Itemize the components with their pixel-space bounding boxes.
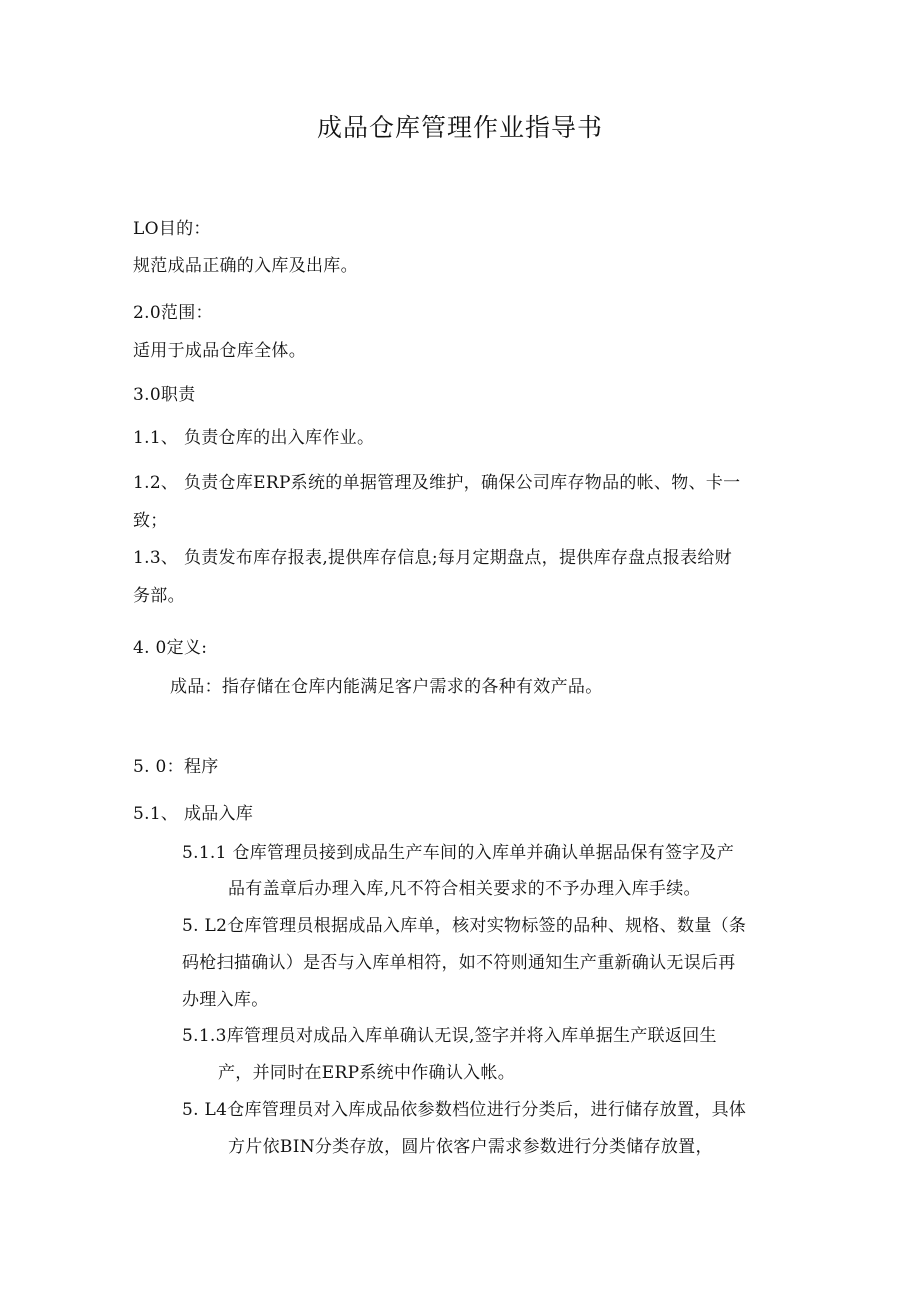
step-2-line-3: 办理入库。 [182, 990, 269, 1010]
scope-heading: 2.0范围： [133, 303, 213, 323]
step-4-line-1: 5. L4仓库管理员对入库成品依参数档位进行分类后，进行储存放置，具体 [182, 1100, 747, 1120]
step-2-line-1: 5. L2仓库管理员根据成品入库单，核对实物标签的品种、规格、数量（条 [182, 916, 747, 936]
definition-heading: 4. 0定义: [133, 638, 208, 658]
responsibility-heading: 3.0职责 [133, 385, 196, 405]
responsibility-item-2-line-1: 1.2、 负责仓库ERP系统的单据管理及维护，确保公司库存物品的帐、物、卡一 [133, 473, 741, 493]
step-1-line-1: 5.1.1 仓库管理员接到成品生产车间的入库单并确认单据品保有签字及产 [182, 843, 735, 863]
document-title: 成品仓库管理作业指导书 [316, 113, 603, 142]
step-3-line-2: 产，并同时在ERP系统中作确认入帐。 [218, 1063, 516, 1083]
procedure-heading: 5. 0：程序 [133, 757, 219, 777]
purpose-heading: LO目的： [133, 219, 211, 239]
responsibility-item-3-line-1: 1.3、 负责发布库存报表,提供库存信息;每月定期盘点，提供库存盘点报表给财 [133, 548, 732, 568]
scope-body: 适用于成品仓库全体。 [133, 341, 306, 361]
definition-body: 成品：指存储在仓库内能满足客户需求的各种有效产品。 [170, 677, 603, 697]
responsibility-item-1: 1.1、 负责仓库的出入库作业。 [133, 428, 375, 448]
purpose-body: 规范成品正确的入库及出库。 [133, 256, 358, 276]
procedure-subheading-inbound: 5.1、 成品入库 [133, 804, 254, 824]
step-4-line-2: 方片依BIN分类存放，圆片依客户需求参数进行分类储存放置， [228, 1137, 713, 1157]
responsibility-item-3-line-2: 务部。 [133, 586, 185, 606]
step-1-line-2: 品有盖章后办理入库,凡不符合相关要求的不予办理入库手续。 [228, 879, 701, 899]
step-2-line-2: 码枪扫描确认）是否与入库单相符，如不符则通知生产重新确认无误后再 [182, 953, 736, 973]
step-3-line-1: 5.1.3库管理员对成品入库单确认无误,签字并将入库单据生产联返回生 [182, 1026, 717, 1046]
responsibility-item-2-line-2: 致； [133, 511, 168, 531]
